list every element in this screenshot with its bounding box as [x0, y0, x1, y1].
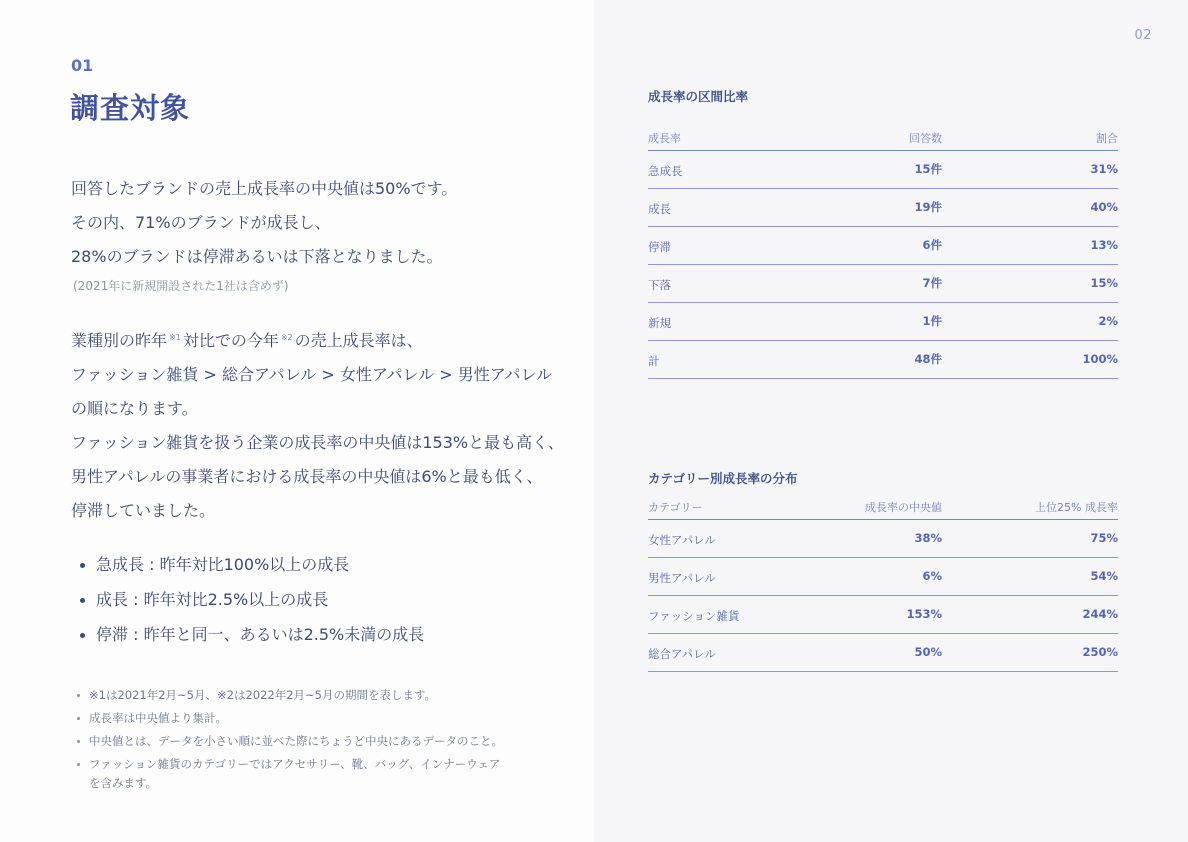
table-row	[648, 265, 1118, 303]
table-cell: 新規	[648, 316, 671, 330]
table-cell: 50%	[914, 645, 942, 659]
header-cell: 成長率の中央値	[865, 501, 942, 514]
table-cell: 15%	[1090, 276, 1118, 290]
category-table	[648, 499, 1118, 672]
intro-note: (2021年に新規開設された1社は含めず)	[73, 279, 289, 293]
footnote-item	[77, 755, 503, 793]
table-cell: 153%	[906, 607, 942, 621]
table-cell: 女性アパレル	[648, 533, 716, 547]
table-row	[648, 151, 1118, 189]
table-cell: 1件	[922, 314, 942, 328]
table-cell: 40%	[1090, 200, 1118, 214]
table-cell: 総合アパレル	[648, 647, 716, 661]
table-cell: 計	[648, 354, 660, 368]
table-header	[648, 499, 1118, 520]
intro-line: その内、71%のブランドが成長し、	[71, 213, 331, 232]
header-cell: 成長率	[648, 132, 681, 145]
footnote-list	[77, 686, 503, 793]
analysis-text: 対比での今年	[182, 331, 279, 350]
table-row	[648, 558, 1118, 596]
table-cell: 38%	[914, 531, 942, 545]
table-cell: 2%	[1098, 314, 1118, 328]
table-cell: 100%	[1082, 352, 1118, 366]
analysis-text: 業種別の昨年	[71, 331, 168, 350]
table-cell: 下落	[648, 278, 671, 292]
table-row	[648, 520, 1118, 558]
header-cell: 割合	[1096, 132, 1118, 145]
table-row	[648, 189, 1118, 227]
table-cell: 15件	[914, 162, 942, 176]
page-number: 02	[1134, 28, 1152, 43]
analysis-line: 停滞していました。	[71, 501, 216, 520]
analysis-line	[71, 328, 423, 351]
list-item: 成長 : 昨年対比2.5%以上の成長	[80, 588, 424, 623]
table-cell: 19件	[914, 200, 942, 214]
section-number: 01	[71, 56, 94, 75]
table-cell: 13%	[1090, 238, 1118, 252]
footnote-marker-2: ※2	[280, 333, 293, 342]
growth-table	[648, 130, 1118, 379]
section-title: 調査対象	[70, 91, 191, 125]
table-cell: 7件	[922, 276, 942, 290]
category-table-title: カテゴリー別成長率の分布	[648, 471, 798, 486]
table-cell: 男性アパレル	[648, 571, 716, 585]
list-item: 急成長 : 昨年対比100%以上の成長	[80, 553, 424, 588]
footnote-text: を含みます。	[89, 776, 158, 790]
table-cell: 75%	[1090, 531, 1118, 545]
header-cell: カテゴリー	[648, 501, 703, 514]
table-row	[648, 596, 1118, 634]
table-cell: 急成長	[648, 164, 683, 178]
intro-line: 回答したブランドの売上成長率の中央値は50%です。	[71, 179, 458, 198]
table-cell: 250%	[1082, 645, 1118, 659]
table-row	[648, 634, 1118, 672]
analysis-line: ファッション雑貨 > 総合アパレル > 女性アパレル > 男性アパレル	[71, 365, 553, 384]
table-row	[648, 341, 1118, 379]
list-item: 停滞 : 昨年と同一、あるいは2.5%未満の成長	[80, 623, 424, 658]
table-cell: 6%	[922, 569, 942, 583]
footnote-item: ※1は2021年2月~5月、※2は2022年2月~5月の期間を表します。	[77, 686, 503, 705]
analysis-line: の順になります。	[71, 399, 198, 418]
table-cell: 成長	[648, 202, 671, 216]
footnote-item: 中央値とは、データを小さい順に並べた際にちょうど中央にあるデータのこと。	[77, 732, 503, 751]
analysis-text: の売上成長率は、	[294, 331, 423, 350]
table-row	[648, 303, 1118, 341]
table-cell: 48件	[914, 352, 942, 366]
table-cell: 31%	[1090, 162, 1118, 176]
analysis-line: ファッション雑貨を扱う企業の成長率の中央値は153%と最も高く、	[71, 433, 564, 452]
table-cell: 54%	[1090, 569, 1118, 583]
header-cell: 上位25% 成長率	[1035, 501, 1118, 514]
intro-line: 28%のブランドは停滞あるいは下落となりました。	[71, 247, 443, 266]
growth-table-title: 成長率の区間比率	[648, 89, 749, 104]
table-row	[648, 227, 1118, 265]
right-panel	[594, 0, 1188, 842]
table-cell: 6件	[922, 238, 942, 252]
footnote-text: ファッション雑貨のカテゴリーではアクセサリー、靴、バッグ、インナーウェア	[89, 757, 501, 771]
footnote-marker-1: ※1	[169, 333, 181, 342]
footnote-item: 成長率は中央値より集計。	[77, 709, 503, 728]
table-cell: 244%	[1082, 607, 1118, 621]
header-cell: 回答数	[909, 132, 942, 145]
table-header	[648, 130, 1118, 151]
definition-list	[80, 553, 424, 658]
table-cell: ファッション雑貨	[648, 609, 740, 623]
table-cell: 停滞	[648, 240, 671, 254]
analysis-line: 男性アパレルの事業者における成長率の中央値は6%と最も低く、	[71, 467, 543, 486]
